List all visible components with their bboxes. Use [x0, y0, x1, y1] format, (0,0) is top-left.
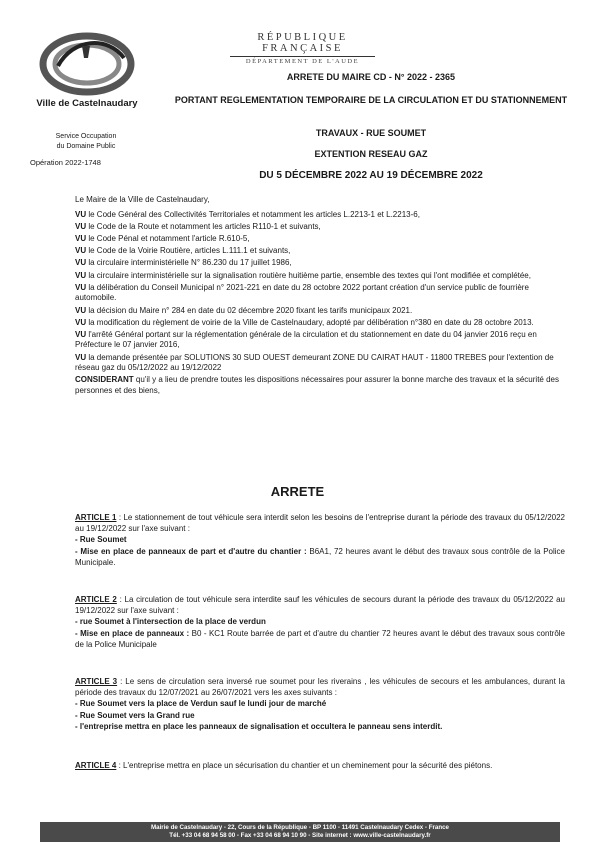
vu-item: VU la modification du règlement de voirie de la Ville de Castelnaudary, adopté par délibération n°380 en date du 28 octobre 2013.: [75, 317, 534, 327]
page-footer: [40, 822, 560, 842]
arrete-heading: ARRETE: [270, 484, 325, 499]
service-line-2: du Domaine Public: [56, 142, 116, 150]
article-line: - l'entreprise mettra en place les panneaux de signalisation et occultera le panneau sens interdit.: [75, 721, 443, 731]
considerant-item: CONSIDERANT qu'il y a lieu de prendre toutes les dispositions nécessaires pour assurer la bonne marche des travaux et la sécurité des personnes et des biens,: [75, 375, 559, 396]
article-line: - Rue Soumet vers la Grand rue: [75, 710, 195, 720]
article-line: - Rue Soumet vers la place de Verdun sauf le lundi jour de marché: [75, 699, 327, 709]
republique-subtitle: DÉPARTEMENT DE L'AUDE: [245, 58, 360, 65]
arrete-subject: PORTANT REGLEMENTATION TEMPORAIRE DE LA CIRCULATION ET DU STATIONNEMENT: [174, 95, 568, 105]
vu-item: VU l'arrêté Général portant sur la réglementation générale de la circulation et du stationnement en date du 04 janvier 2016 reçu en Préfecture le 07 janvier 2016,: [75, 329, 537, 350]
vu-item: VU le Code de la Voirie Routière, articles L.111.1 et suivants,: [75, 246, 291, 256]
vu-item: VU la circulaire interministérielle sur la signalisation routière huitième partie, ensemble des textes qui l'ont modifiée et complétée,: [75, 270, 531, 280]
arrete-dates: DU 5 DÉCEMBRE 2022 AU 19 DÉCEMBRE 2022: [259, 170, 483, 181]
service-block: [26, 132, 146, 151]
logo-city-name: Ville de Castelnaudary: [36, 98, 138, 109]
travaux-location: TRAVAUX - RUE SOUMET: [315, 128, 427, 138]
vu-item: VU la demande présentée par SOLUTIONS 30 SUD OUEST demeurant ZONE DU CAIRAT HAUT - 11800 TREBES pour l'extention de réseau gaz du 05/12/2022 au 19/12/2022: [75, 352, 554, 373]
article-label: ARTICLE 4: [75, 761, 117, 770]
footer-address: Mairie de Castelnaudary - 22, Cours de la République - BP 1100 - 11491 Castelnaudary Cedex - France: [150, 824, 450, 831]
operation-number: Opération 2022-1748: [30, 158, 101, 167]
service-line-1: Service Occupation: [55, 133, 117, 140]
city-logo: [32, 28, 142, 118]
article-1: ARTICLE 1 : Le stationnement de tout véhicule sera interdit selon les besoins de l'entreprise durant la période des travaux du 05/12/2022 au 19/12/2022 sur l'axe suivant : - Rue Soumet - Mise en place de panneaux de part et d'autre du chantier : B6A1, 72 heures avant le début des travaux sous contrôle de la Police Municipale.: [75, 513, 565, 567]
vu-item: VU la délibération du Conseil Municipal n° 2021-221 en date du 28 octobre 2022 portant création d'un service public de fourrière automobile.: [75, 282, 529, 303]
vu-item: VU le Code Pénal et notamment l'article R.610-5,: [75, 233, 250, 243]
article-2: ARTICLE 2 : La circulation de tout véhicule sera interdite sauf les véhicules de secours durant la période des travaux du 05/12/2022 au 19/12/2022 sur l'axe suivant : - rue Soumet à l'intersection de la place de verdun - Mise en place de panneaux : B0 - KC1 Route barrée de part et d'autre du chantier 72 heures avant le début des travaux sous contrôle de la Police Municipale: [75, 595, 566, 649]
vu-item: VU le Code Général des Collectivités Territoriales et notamment les articles L.2213-1 et L.2213-6,: [75, 209, 420, 219]
republique-title: RÉPUBLIQUE FRANÇAISE: [257, 32, 348, 54]
travaux-type: EXTENTION RESEAU GAZ: [314, 149, 428, 159]
article-label: ARTICLE 1: [75, 513, 117, 522]
vu-item: VU le Code de la Route et notamment les articles R110-1 et suivants,: [75, 221, 321, 231]
footer-contact: Tél. +33 04 68 94 58 00 - Fax +33 04 68 94 10 90 - Site internet : www.ville-castelnaudary.fr: [169, 832, 431, 839]
maire-line: Le Maire de la Ville de Castelnaudary,: [75, 195, 210, 204]
vu-item: VU la circulaire interministérielle N° 86.230 du 17 juillet 1986,: [75, 258, 292, 268]
article-3: ARTICLE 3 : Le sens de circulation sera inversé rue soumet pour les riverains , les véhicules de secours et les ambulances, durant la période des travaux du 12/07/2021 au 26/07/2021 vers les axes suivants : - Rue Soumet vers la place de Verdun sauf le lundi jour de marché - Rue Soumet vers la Grand rue - l'entreprise mettra en place les panneaux de signalisation et occultera le panneau sens interdit.: [75, 677, 565, 731]
preamble: [75, 195, 565, 398]
republique-header: [220, 32, 385, 65]
arrete-number: ARRETE DU MAIRE CD - N° 2022 - 2365: [286, 72, 456, 82]
article-line: - rue Soumet à l'intersection de la place de verdun: [75, 617, 266, 627]
article-label: ARTICLE 3: [75, 677, 118, 686]
article-label: ARTICLE 2: [75, 595, 117, 604]
castelnaudary-emblem-icon: [38, 28, 136, 96]
article-line: - Rue Soumet: [75, 535, 127, 545]
republique-divider: [230, 56, 375, 57]
article-4: ARTICLE 4 : L'entreprise mettra en place un sécurisation du chantier et un cheminement pour la sécurité des piétons.: [75, 761, 493, 770]
vu-item: VU la décision du Maire n° 284 en date du 02 décembre 2020 fixant les tarifs municipaux 2021.: [75, 305, 413, 315]
